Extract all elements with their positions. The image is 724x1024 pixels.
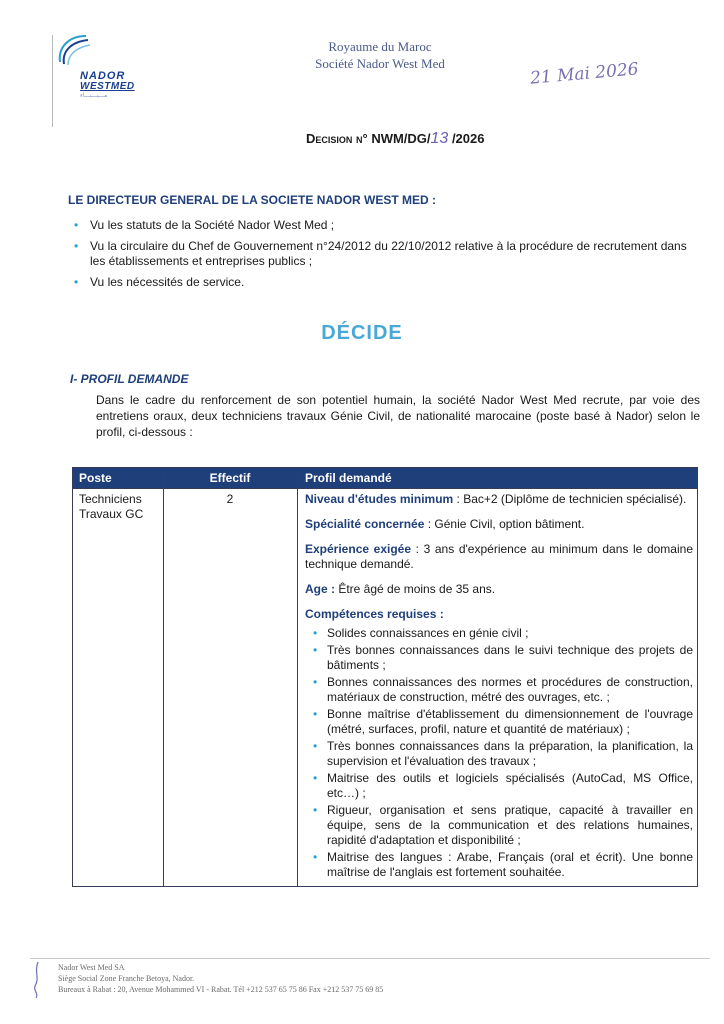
header-poste: Poste: [73, 468, 163, 488]
bullet-icon: •: [74, 218, 79, 232]
director-heading: LE DIRECTEUR GENERAL DE LA SOCIETE NADOR WEST MED :: [68, 193, 437, 207]
competences-list: [305, 626, 693, 880]
company-logo: [52, 30, 162, 99]
profile-table: [72, 467, 698, 887]
handwritten-date: 21 Mai 2026: [529, 59, 640, 89]
profil-competences: [305, 607, 693, 622]
profil-niveau: [305, 492, 693, 507]
competence-text: Rigueur, organisation et sens pratique, capacité à travailler en équipe, sens de la communication et des relations humaines, rapidité d'adaptation et disponibilité ;: [327, 803, 693, 847]
competence-item: [305, 803, 693, 848]
competence-item: [305, 739, 693, 769]
logo-swirl-icon: [56, 32, 92, 68]
bullet-icon: •: [313, 626, 318, 640]
decide-heading: DÉCIDE: [321, 322, 403, 344]
bullet-icon: •: [313, 675, 318, 689]
competence-text: Solides connaissances en génie civil ;: [327, 626, 529, 640]
cell-profil: [305, 492, 693, 882]
bullet-icon: •: [74, 239, 79, 253]
label-experience: Expérience exigée: [305, 542, 412, 556]
bullet-icon: •: [313, 803, 318, 817]
logo-text-nador: NADOR: [80, 70, 126, 82]
decision-handwritten-number: 13: [430, 130, 449, 147]
competence-item: [305, 707, 693, 737]
visa-text: Vu la circulaire du Chef de Gouvernement n°24/2012 du 22/10/2012 relative à la procédure de recrutement dans les établissements et entreprises publics ;: [90, 239, 687, 268]
competence-item: [305, 626, 693, 641]
bullet-icon: •: [313, 771, 318, 785]
bullet-icon: •: [313, 707, 318, 721]
cell-poste: Techniciens Travaux GC: [79, 492, 144, 521]
table-header-divider: [73, 488, 697, 489]
footer-hq: Siège Social Zone Franche Betoya, Nador.: [58, 974, 195, 983]
competence-text: Bonnes connaissances des normes et procédures de construction, matériaux de construction, métré des ouvrages, etc. ;: [327, 675, 693, 704]
table-column-divider: [297, 468, 298, 886]
initials-signature-icon: [30, 960, 44, 1000]
value-age: Être âgé de moins de 35 ans.: [335, 582, 496, 596]
letterhead-company: Société Nador West Med: [315, 56, 445, 71]
label-age: Age :: [305, 582, 335, 596]
letterhead: [230, 38, 530, 72]
value-niveau: : Bac+2 (Diplôme de technicien spécialisé).: [453, 492, 687, 506]
visa-item: [68, 218, 698, 233]
logo-text-westmed: WESTMED: [80, 81, 135, 92]
competence-text: Maitrise des langues : Arabe, Français (oral et écrit). Une bonne maîtrise de l'anglais est fortement souhaitée.: [327, 850, 693, 879]
competence-text: Très bonnes connaissances dans le suivi technique des projets de bâtiments ;: [327, 643, 693, 672]
header-effectif: Effectif: [163, 468, 297, 488]
competence-text: Très bonnes connaissances dans la préparation, la planification, la supervision et l'évaluation des travaux ;: [327, 739, 693, 768]
header-profil: Profil demandé: [297, 468, 697, 488]
competence-item: [305, 771, 693, 801]
intro-paragraph: Dans le cadre du renforcement de son potentiel humain, la société Nador West Med recrute, par voie des entretiens oraux, deux techniciens travaux Génie Civil, de nationalité marocaine (poste basé à Nador) selon le profil, ci-dessous :: [96, 393, 700, 439]
table-column-divider: [163, 468, 164, 886]
profil-experience: [305, 542, 693, 572]
bullet-icon: •: [313, 643, 318, 657]
footer-divider: [30, 958, 710, 959]
label-specialite: Spécialité concernée: [305, 517, 425, 531]
cell-effectif: 2: [226, 492, 234, 506]
visa-text: Vu les nécessités de service.: [90, 275, 245, 289]
bullet-icon: •: [313, 850, 318, 864]
letterhead-kingdom: Royaume du Maroc: [328, 39, 432, 54]
label-competences: Compétences requises :: [305, 607, 444, 621]
competence-item: [305, 850, 693, 880]
section-title: I- PROFIL DEMANDE: [70, 372, 189, 386]
decision-number: [306, 130, 484, 148]
footer: [58, 962, 383, 995]
visa-item: [68, 239, 698, 269]
visas-list: [68, 218, 698, 296]
competence-text: Bonne maîtrise d'établissement du dimensionnement de l'ouvrage (métré, surfaces, profil, nature et quantité de matériaux) ;: [327, 707, 693, 736]
visa-item: [68, 275, 698, 290]
bullet-icon: •: [74, 275, 79, 289]
profil-age: [305, 582, 693, 597]
competence-text: Maitrise des outils et logiciels spécialisés (AutoCad, MS Office, etc…) ;: [327, 771, 693, 800]
competence-item: [305, 675, 693, 705]
profil-specialite: [305, 517, 693, 532]
logo-text-arabic: مـــيـــنـــاء: [80, 93, 108, 99]
decision-prefix: Decision n° NWM/DG/: [306, 131, 431, 146]
value-specialite: : Génie Civil, option bâtiment.: [424, 517, 585, 531]
visa-text: Vu les statuts de la Société Nador West Med ;: [90, 218, 335, 232]
value-experience: : 3 ans d'expérience au minimum dans le domaine technique demandé.: [305, 542, 693, 571]
footer-company: Nador West Med SA: [58, 963, 125, 972]
competence-item: [305, 643, 693, 673]
bullet-icon: •: [313, 739, 318, 753]
footer-rabat-office: Bureaux à Rabat : 20, Avenue Mohammed VI - Rabat. Tél +212 537 65 75 86 Fax +212 537 75 69 85: [58, 985, 384, 994]
label-niveau: Niveau d'études minimum: [305, 492, 454, 506]
decision-suffix: /2026: [448, 131, 485, 146]
